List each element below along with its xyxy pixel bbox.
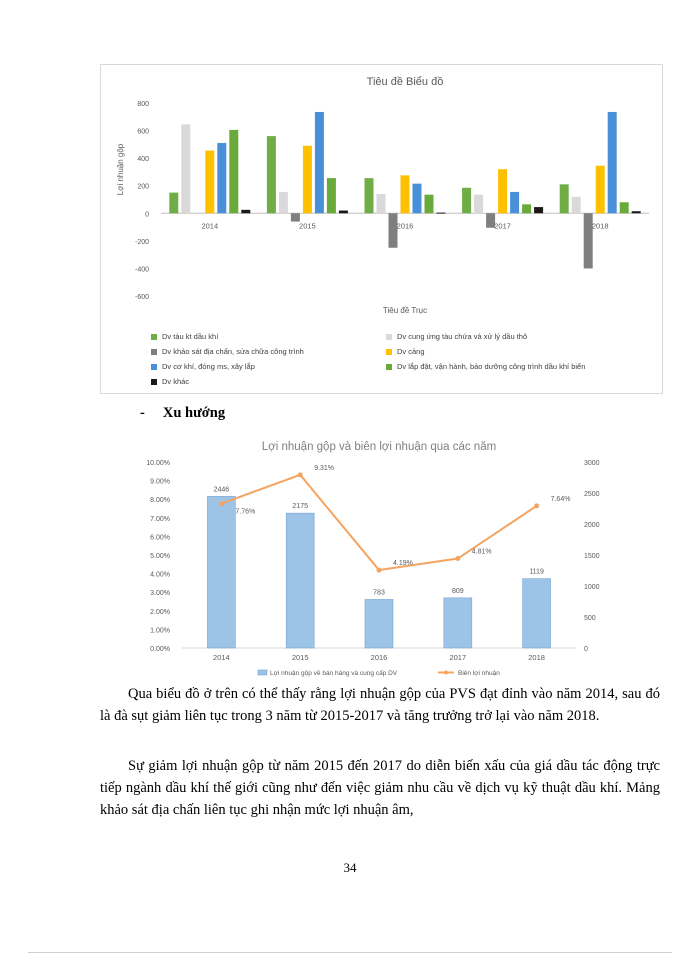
- chart1-bar: [205, 151, 214, 214]
- chart1-bar: [181, 124, 190, 213]
- chart1-bar: [474, 195, 483, 214]
- chart1-bar: [462, 188, 471, 214]
- chart1-x-tick-label: 2014: [201, 221, 219, 231]
- chart2-legend-bar-label: Lợi nhuận gộp về bán hàng và cung cấp DV: [270, 670, 398, 677]
- chart1-x-tick-label: 2017: [494, 221, 511, 231]
- legend-label: Dv lắp đặt, vận hành, bảo dưỡng công trình dầu khí biển: [397, 362, 586, 371]
- chart1-y-axis-title: Lợi nhuận gộp: [116, 143, 125, 196]
- chart1-bar: [608, 112, 617, 213]
- chart2-left-tick-label: 7.00%: [150, 515, 170, 523]
- chart1-bar: [217, 143, 226, 213]
- chart2-bar-label: 783: [373, 589, 385, 597]
- bullet-heading: Xu hướng: [162, 405, 226, 421]
- chart2-x-tick-label: 2015: [291, 653, 309, 662]
- body-paragraph-1: Qua biểu đồ ở trên có thể thấy rằng lợi nhuận gộp của PVS đạt đỉnh vào năm 2014, sau đó là đà sụt giảm liên tục trong 3 năm từ 2015-2017 và tăng trưởng trở lại vào năm 2018.: [100, 686, 660, 724]
- chart2-left-tick-label: 2.00%: [150, 608, 170, 616]
- legend-swatch: [386, 364, 392, 370]
- chart2-margin-label: 4.19%: [393, 560, 413, 568]
- chart2-left-tick-label: 1.00%: [150, 627, 170, 635]
- chart1-y-tick-label: 200: [137, 183, 149, 191]
- legend-label: Dv cung ứng tàu chứa và xử lý dầu thô: [397, 332, 528, 341]
- chart1-bar: [632, 211, 641, 213]
- chart1-y-tick-label: 600: [137, 128, 149, 136]
- page-number: 34: [343, 860, 357, 875]
- chart2-left-tick-label: 4.00%: [150, 571, 170, 579]
- chart2-margin-label: 9.31%: [314, 464, 335, 472]
- chart1-y-tick-label: -600: [134, 294, 149, 301]
- chart1-y-tick-label: 0: [145, 211, 149, 219]
- legend-swatch: [386, 334, 392, 340]
- legend-item: [151, 347, 386, 356]
- chart1-bar: [169, 193, 178, 214]
- chart2-bar-label: 2446: [213, 486, 230, 494]
- chart1-bar: [437, 213, 446, 214]
- chart2-bar: [523, 579, 551, 648]
- chart2-bar: [444, 598, 472, 648]
- chart2-left-tick-label: 5.00%: [150, 553, 170, 560]
- chart2-x-tick-label: 2018: [528, 653, 545, 662]
- chart2-bar: [207, 496, 235, 648]
- chart1-x-axis-title: Tiêu đề Trục: [382, 306, 428, 315]
- chart2-left-tick-label: 10.00%: [146, 460, 170, 467]
- chart1-bar: [365, 178, 374, 213]
- chart2-right-tick-label: 2500: [584, 491, 600, 498]
- section-bullet: [140, 405, 225, 422]
- chart1-bar: [413, 184, 422, 214]
- chart1-bar: [377, 194, 386, 213]
- legend-swatch: [151, 364, 157, 370]
- chart2-margin-point: [298, 472, 303, 477]
- chart2-right-tick-label: 1000: [584, 584, 600, 591]
- chart1-bar: [534, 207, 543, 213]
- chart2-bar: [365, 599, 393, 648]
- chart1-x-tick-label: 2016: [396, 221, 414, 231]
- body-paragraph-2: Sự giảm lợi nhuận gộp từ năm 2015 đến 2017 do diễn biến xấu của giá dầu tác động trực tiếp ngành dầu khí thế giới cũng như đến việc giảm nhu cầu về dịch vụ kỹ thuật dầu khí. Mảng khảo sát địa chấn liên tục ghi nhận mức lợi nhuận âm,: [100, 758, 660, 818]
- legend-label: Dv khác: [162, 377, 190, 386]
- chart2-right-tick-label: 1500: [584, 553, 600, 560]
- chart2-x-tick-label: 2014: [213, 653, 230, 662]
- chart1-bar: [327, 178, 336, 213]
- chart1-bar: [279, 192, 288, 213]
- chart-gross-profit-by-segment: [100, 64, 663, 394]
- legend-swatch: [386, 349, 392, 355]
- legend-swatch: [151, 334, 157, 340]
- legend-item: [151, 332, 386, 341]
- chart1-bar: [229, 130, 238, 213]
- chart2-legend-bar-swatch: [258, 670, 267, 675]
- chart1-bar: [560, 184, 569, 213]
- chart2-margin-label: 4.81%: [471, 548, 492, 556]
- chart1-y-tick-label: 800: [137, 101, 149, 108]
- chart1-x-tick-label: 2015: [299, 221, 316, 231]
- legend-swatch: [151, 349, 157, 355]
- chart1-legend: [151, 329, 661, 389]
- legend-item: [386, 362, 661, 371]
- chart2-right-tick-label: 2000: [584, 522, 600, 529]
- chart1-bar: [389, 213, 398, 247]
- chart2-bar-label: 809: [451, 587, 464, 595]
- chart2-left-tick-label: 9.00%: [150, 478, 170, 486]
- chart1-bar: [522, 204, 531, 213]
- chart1-bar: [401, 175, 410, 213]
- chart2-left-tick-label: 8.00%: [150, 497, 170, 505]
- chart1-bar: [498, 169, 507, 213]
- chart1-bar: [596, 166, 605, 214]
- chart2-right-tick-label: 3000: [584, 460, 600, 467]
- chart2-left-tick-label: 0.00%: [150, 646, 170, 653]
- chart1-y-tick-label: -400: [134, 266, 149, 274]
- chart-gross-profit-margin: [138, 434, 628, 684]
- legend-item: [386, 332, 661, 341]
- chart2-x-tick-label: 2017: [449, 653, 467, 662]
- chart2-margin-label: 7.76%: [235, 508, 256, 516]
- legend-item: [151, 362, 386, 371]
- chart2-margin-label: 7.64%: [550, 495, 571, 503]
- chart2-margin-point: [455, 556, 460, 561]
- chart2-left-tick-label: 6.00%: [150, 534, 170, 542]
- chart2-margin-point: [534, 503, 539, 508]
- chart2-x-tick-label: 2016: [370, 653, 388, 662]
- chart1-x-tick-label: 2018: [591, 221, 609, 231]
- chart1-y-tick-label: -200: [134, 238, 149, 246]
- page-bottom-rule: [28, 952, 672, 953]
- legend-label: Dv khảo sát địa chấn, sửa chữa công trình: [162, 347, 304, 356]
- chart2-left-tick-label: 3.00%: [150, 590, 170, 598]
- chart1-bar: [267, 136, 276, 213]
- bullet-dash: -: [140, 405, 145, 421]
- legend-label: Dv tàu kt dầu khí: [162, 332, 219, 341]
- chart2-bar: [286, 513, 314, 648]
- chart1-bar: [303, 146, 312, 214]
- chart1-bar: [620, 202, 629, 213]
- chart2-legend-line-marker: [444, 671, 448, 675]
- chart2-right-tick-label: 0: [584, 646, 588, 653]
- chart2-legend-line-label: Biên lợi nhuận: [458, 670, 500, 677]
- legend-item: [151, 377, 386, 386]
- chart1-y-tick-label: 400: [137, 156, 149, 164]
- chart1-bar: [241, 210, 250, 213]
- chart2-title: Lợi nhuận gộp và biên lợi nhuận qua các năm: [261, 441, 497, 453]
- chart2-margin-line: [221, 475, 536, 570]
- chart1-bar: [339, 211, 348, 214]
- chart1-bar: [315, 112, 324, 213]
- chart2-margin-point: [219, 501, 224, 506]
- chart2-margin-point: [377, 568, 382, 573]
- chart1-bar: [572, 197, 581, 214]
- legend-item: [386, 347, 661, 356]
- legend-swatch: [151, 379, 157, 385]
- legend-label: Dv cảng: [397, 347, 425, 356]
- legend-label: Dv cơ khí, đóng ms, xây lắp: [162, 362, 255, 371]
- chart2-bar-label: 2175: [292, 503, 308, 511]
- chart2-right-tick-label: 500: [584, 615, 596, 622]
- chart1-title: Tiêu đề Biểu đồ: [366, 76, 444, 88]
- chart2-bar-label: 1119: [529, 568, 544, 576]
- chart1-bar: [510, 192, 519, 213]
- chart1-bar: [425, 195, 434, 214]
